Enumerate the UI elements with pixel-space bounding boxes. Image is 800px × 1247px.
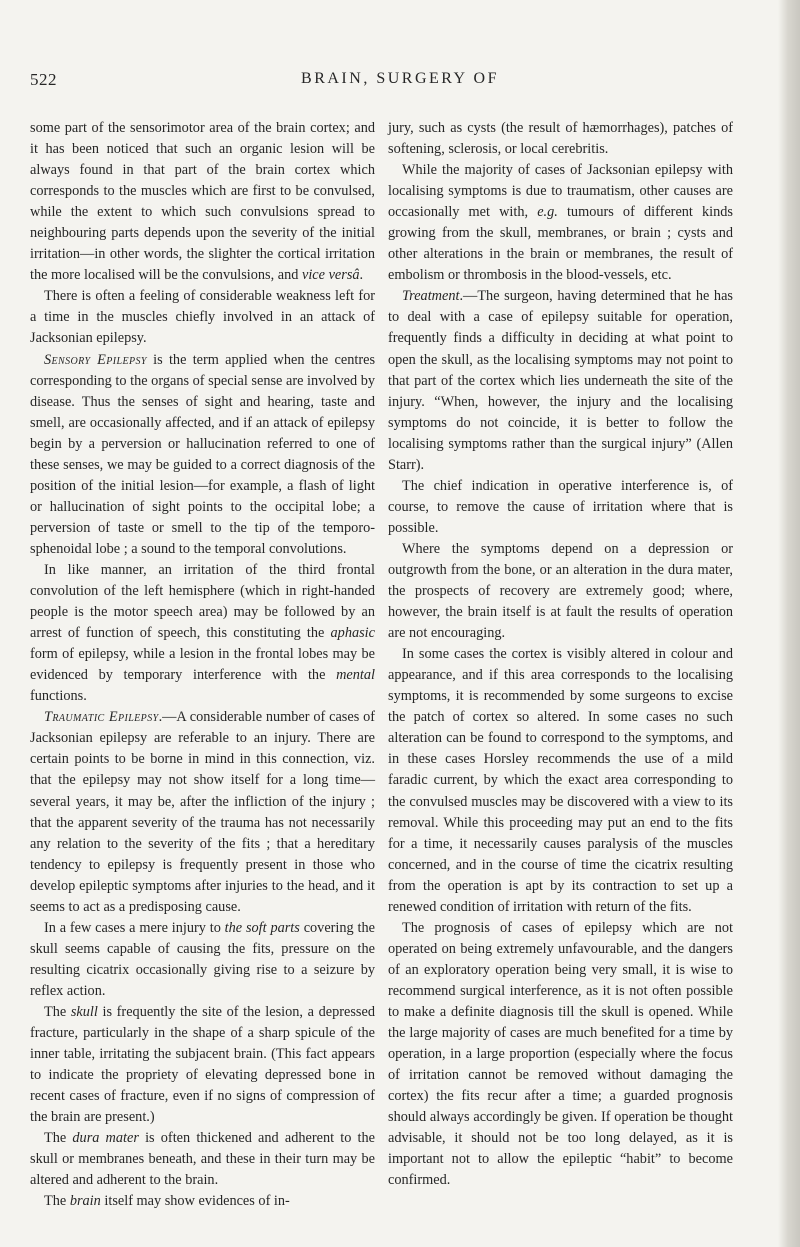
emphasis: the soft parts — [224, 919, 300, 936]
left-column — [30, 118, 375, 1212]
emphasis: brain — [69, 1193, 101, 1210]
paragraph — [388, 160, 733, 286]
paragraph-text: The — [44, 1003, 71, 1020]
emphasis: vice versâ — [301, 267, 360, 284]
paragraph — [30, 707, 375, 917]
paragraph-text: some part of the sensorimotor area of the brain cortex; and it has been noticed that such an organic lesion will be always found in that part of the brain cortex which corresponds to the muscles which are first to be convulsed, while the extent to which such convulsions spread to neighbouring parts depends upon the severity of the initial irritation—in other words, the slighter the cortical irritation the more localised will be the convulsions, and — [30, 120, 375, 284]
paragraph-text: tumours of different kinds growing from the skull, membranes, or brain ; cysts and other alterations in the brain or membranes, the result of embolism or thrombosis in the blood-vessels, etc. — [388, 204, 733, 284]
paragraph: The chief indication in operative interference is, of course, to remove the cause of irritation where that is possible. — [388, 477, 733, 536]
section-heading-traumatic-epilepsy: Traumatic Epilepsy — [44, 709, 159, 726]
paragraph — [30, 560, 375, 707]
emphasis: skull — [70, 1003, 98, 1020]
paragraph-text: .—The surgeon, having determined that he has to deal with a case of epilepsy suitable for operation, frequently finds a difficulty in deciding at what point to open the skull, as the localising symptoms may not point to that part of the cortex which lies underneath the site of the injury. “When, however, the injury and the localising symptoms do not coincide, it is better to follow the localising symptoms rather than the surgical injury” (Allen Starr). — [388, 288, 733, 473]
emphasis: aphasic — [330, 625, 375, 642]
section-heading-treatment: Treatment — [402, 288, 460, 305]
paragraph-text: . — [359, 267, 364, 284]
paragraph — [30, 1191, 375, 1212]
section-heading-sensory-epilepsy: Sensory Epilepsy — [44, 351, 147, 368]
paragraph — [30, 1002, 375, 1128]
paragraph-text: The — [44, 1130, 73, 1147]
paragraph: jury, such as cysts (the result of hæmorrhages), patches of softening, sclerosis, or local cerebritis. — [388, 120, 733, 158]
emphasis: dura mater — [72, 1130, 139, 1147]
paragraph-text: While the majority of cases of Jacksonian epilepsy with localising symptoms is due to traumatism, other causes are occasionally met with, — [388, 162, 733, 221]
paragraph — [30, 918, 375, 1002]
emphasis: e.g. — [537, 204, 558, 221]
paragraph-text: In like manner, an irritation of the third frontal convolution of the left hemisphere (which in right-handed people is the motor speech area) may be followed by an arrest of function of speech, this constituting the — [30, 561, 375, 642]
page-header — [30, 70, 770, 92]
paragraph-text: The — [44, 1193, 70, 1210]
paragraph: The prognosis of cases of epilepsy which are not operated on being extremely unfavourable, and the dangers of an exploratory operation being very small, it is wise to recommend surgical interference, as it is not often possible to make a definite diagnosis till the skull is opened. While the large majority of cases are much benefited for a time by operation, in a large proportion (especially where the focus of irritation cannot be removed without damaging the cortex) the fits recur after a time; a guarded prognosis should always accordingly be given. If operation be thought advisable, it should not be too long delayed, as it is important not to allow the epileptic “habit” to become confirmed. — [388, 919, 733, 1189]
paragraph: Where the symptoms depend on a depression or outgrowth from the bone, or an alteration in the dura mater, the prospects of recovery are extremely good; where, however, the brain itself is at fault the results of operation are not encouraging. — [388, 540, 733, 642]
paragraph-text: functions. — [30, 688, 87, 705]
paragraph: In some cases the cortex is visibly altered in colour and appearance, and if this area corresponds to the localising symptoms, it is recommended by some surgeons to excise the patch of cortex so altered. In some cases no such alteration can be found to correspond to the symptoms, and in these cases Horsley recommends the use of a mild faradic current, by which the exact area corresponding to the convulsed muscles may be discovered with a view to its removal. While this proceeding may put an end to the fits for a time, it necessarily causes paralysis of the muscles concerned, and in the course of time the cicatrix resulting from the operation is apt by its contraction to set up a renewed condition of irritation with return of the fits. — [388, 646, 733, 915]
paragraph — [30, 118, 375, 286]
paragraph: There is often a feeling of considerable weakness left for a time in the muscles chiefly involved in an attack of Jacksonian epilepsy. — [30, 288, 375, 347]
page-edge-shadow — [778, 0, 800, 1247]
right-column — [388, 118, 733, 1191]
paragraph-text: covering the skull seems capable of causing the fits, pressure on the resulting cicatrix occasionally giving rise to a seizure by reflex action. — [30, 919, 375, 999]
paragraph — [30, 1128, 375, 1191]
paragraph-text: is frequently the site of the lesion, a depressed fracture, particularly in the shape of a sharp spicule of the inner table, irritating the subjacent brain. (This fact appears to indicate the propriety of elevating depressed bone in recent cases of fracture, even if no signs of compression of the brain are present.) — [30, 1003, 375, 1126]
page-number: 522 — [30, 70, 57, 89]
emphasis: mental — [336, 667, 375, 684]
paragraph — [388, 286, 733, 475]
paragraph-text: itself may show evidences of in- — [100, 1193, 290, 1210]
paragraph-text: is often thickened and adherent to the skull or membranes beneath, and these in their turn may be altered and adherent to the brain. — [30, 1130, 375, 1189]
paragraph-text: .—A considerable number of cases of Jacksonian epilepsy are referable to an injury. There are certain points to be borne in mind in this connection, viz. that the epilepsy may not show itself for a long time—several years, it may be, after the infliction of the injury ; that the apparent severity of the trauma has not necessarily any relation to the severity of the fits ; that a hereditary tendency to epilepsy is frequently present in those who develop epileptic symptoms after injuries to the head, and it seems to act as a predisposing cause. — [30, 709, 375, 915]
running-head: BRAIN, SURGERY OF — [301, 70, 499, 87]
paragraph-text: form of epilepsy, while a lesion in the frontal lobes may be evidenced by temporary interference with the — [30, 646, 375, 684]
paragraph — [30, 350, 375, 560]
paragraph-text: In a few cases a mere injury to — [44, 919, 225, 936]
paragraph-text: is the term applied when the centres corresponding to the organs of special sense are involved by disease. Thus the senses of sight and hearing, taste and smell, are occasionally affected, and if an attack of epilepsy begin by a perversion or hallucination referred to one of these senses, we may be guided to a correct diagnosis of the position of the initial lesion—for example, a flash of light or hallucination of sight points to the occipital lobe; a perversion of taste or smell to the tip of the temporo-sphenoidal lobe ; a sound to the temporal convolutions. — [30, 351, 376, 557]
